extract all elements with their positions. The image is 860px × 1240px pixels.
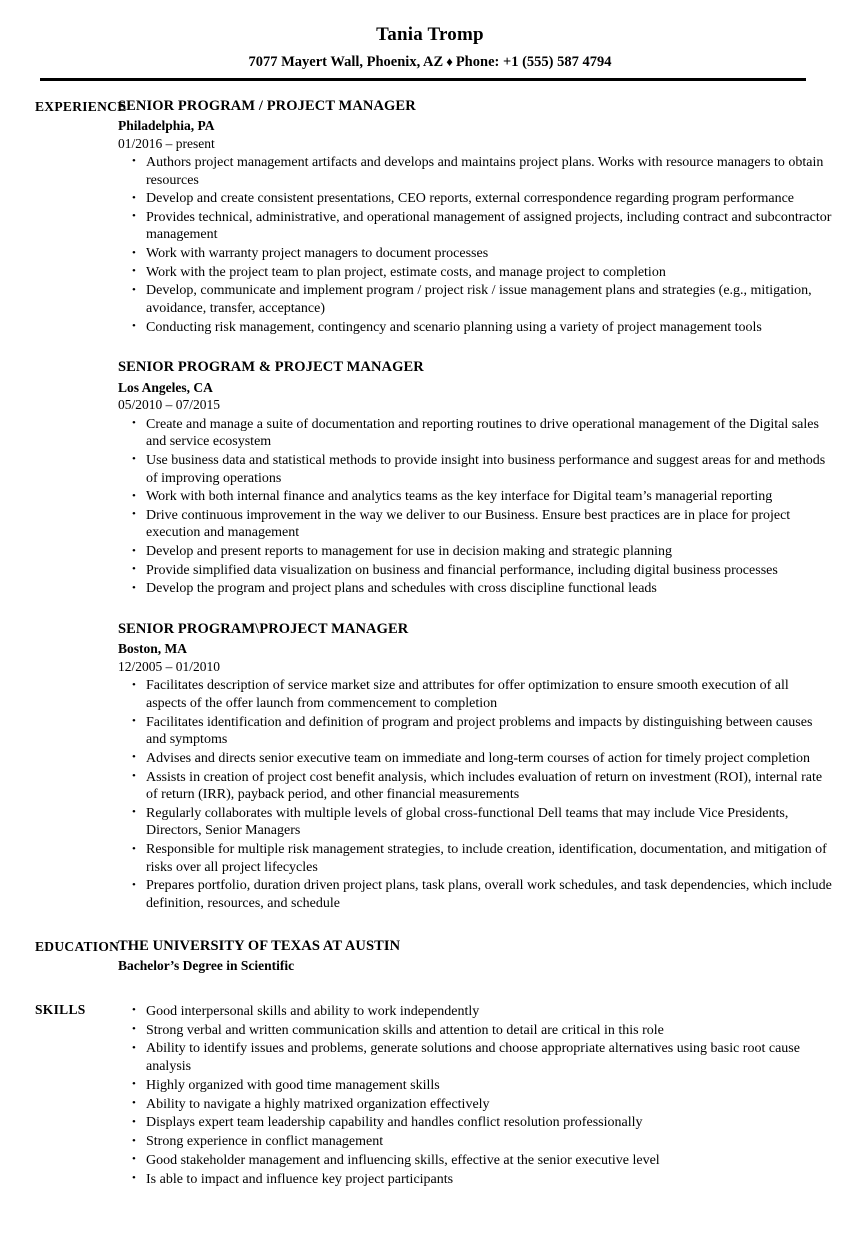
- resume-header: [0, 0, 860, 81]
- education-entries: [118, 938, 860, 975]
- job-bullet-list: [118, 677, 832, 912]
- section-label-skills: SKILLS: [35, 1001, 86, 1017]
- job-location: Philadelphia, PA: [118, 117, 215, 133]
- section-skills: [0, 1001, 860, 1189]
- job-bullet-list: [118, 416, 832, 598]
- job-bullet: • Prepares portfolio, duration driven project plans, task plans, overall work schedules, and task dependencies, which include definition, resources, and schedule: [118, 877, 832, 912]
- job-bullet: • Provides technical, administrative, and operational management of assigned projects, including contract and subcontractor management: [118, 209, 832, 244]
- job-bullet: • Develop the program and project plans and schedules with cross discipline functional leads: [118, 580, 832, 598]
- candidate-address: 7077 Mayert Wall, Phoenix, AZ: [248, 53, 444, 70]
- experience-entries: [118, 98, 860, 913]
- skill-bullet: • Displays expert team leadership capability and handles conflict resolution professionally: [118, 1114, 832, 1132]
- job-bullet: • Work with the project team to plan project, estimate costs, and manage project to completion: [118, 264, 832, 282]
- experience-job: [118, 621, 832, 913]
- job-location: Boston, MA: [118, 641, 188, 657]
- job-dates: 12/2005 – 01/2010: [118, 659, 221, 675]
- job-bullet: • Develop and create consistent presentations, CEO reports, external correspondence regarding program performance: [118, 190, 832, 208]
- job-location: Los Angeles, CA: [118, 379, 213, 395]
- section-education: [0, 938, 860, 975]
- candidate-phone: Phone: +1 (555) 587 4794: [455, 53, 612, 70]
- job-bullet: • Develop and present reports to management for use in decision making and strategic planning: [118, 543, 832, 561]
- resume-content: [0, 98, 860, 1189]
- job-bullet: • Provide simplified data visualization on business and financial performance, including digital business processes: [118, 562, 832, 580]
- skill-bullet: • Strong experience in conflict management: [118, 1133, 832, 1151]
- diamond-separator-icon: ♦: [446, 53, 453, 69]
- job-title: SENIOR PROGRAM / PROJECT MANAGER: [118, 97, 416, 114]
- job-dates: 01/2016 – present: [118, 135, 215, 151]
- job-dates: 05/2010 – 07/2015: [118, 397, 221, 413]
- skill-bullet: • Strong verbal and written communication skills and attention to detail are critical in this role: [118, 1022, 832, 1040]
- job-bullet: • Authors project management artifacts and develops and maintains project plans. Works with resource managers to obtain resources: [118, 154, 832, 189]
- section-label-education: EDUCATION: [35, 938, 120, 954]
- job-bullet: • Regularly collaborates with multiple levels of global cross-functional Dell teams that may include Vice Presidents, Directors, Senior Managers: [118, 805, 832, 840]
- skill-bullet: • Ability to identify issues and problems, generate solutions and choose appropriate alternatives using basic root cause analysis: [118, 1040, 832, 1076]
- job-bullet: • Conducting risk management, contingency and scenario planning using a variety of project management tools: [118, 319, 832, 337]
- skills-bullet-list: [118, 1003, 832, 1189]
- job-bullet: • Assists in creation of project cost benefit analysis, which includes evaluation of return on investment (ROI), internal rate of return (IRR), payback period, and other financial measurements: [118, 769, 832, 804]
- job-bullet: • Create and manage a suite of documentation and reporting routines to drive operational management of the Digital sales and service ecosystem: [118, 416, 832, 451]
- job-bullet: • Use business data and statistical methods to provide insight into business performance and suggest areas for and methods of improving operations: [118, 452, 832, 487]
- job-bullet: • Drive continuous improvement in the way we deliver to our Business. Ensure best practices are in place for project execution and management: [118, 507, 832, 542]
- job-bullet: • Facilitates description of service market size and attributes for offer optimization to ensure smooth execution of all aspects of the offer launch from commencement to completion: [118, 677, 832, 712]
- experience-job: [118, 98, 832, 337]
- job-bullet: • Responsible for multiple risk management strategies, to include creation, identification, documentation, and mitigation of risks over all project lifecycles: [118, 841, 832, 876]
- education-school: THE UNIVERSITY OF TEXAS AT AUSTIN: [118, 937, 401, 954]
- section-label-experience: EXPERIENCE: [35, 98, 127, 114]
- job-bullet-list: [118, 154, 832, 336]
- skill-bullet: • Good stakeholder management and influencing skills, effective at the senior executive level: [118, 1152, 832, 1170]
- job-bullet: • Facilitates identification and definition of program and project problems and impacts by distinguishing between causes and symptoms: [118, 714, 832, 749]
- skill-bullet: • Good interpersonal skills and ability to work independently: [118, 1003, 832, 1021]
- header-divider: [40, 78, 806, 81]
- job-bullet: • Work with both internal finance and analytics teams as the key interface for Digital team’s managerial reporting: [118, 488, 832, 506]
- education-degree: Bachelor’s Degree in Scientific: [118, 957, 295, 973]
- job-bullet: • Develop, communicate and implement program / project risk / issue management plans and strategies (e.g., mitigation, avoidance, transfer, acceptance): [118, 282, 832, 317]
- skill-bullet: • Is able to impact and influence key project participants: [118, 1171, 832, 1189]
- job-bullet: • Work with warranty project managers to document processes: [118, 245, 832, 263]
- job-title: SENIOR PROGRAM & PROJECT MANAGER: [118, 359, 424, 376]
- experience-job: [118, 359, 832, 598]
- section-experience: [0, 98, 860, 913]
- skill-bullet: • Highly organized with good time management skills: [118, 1077, 832, 1095]
- skill-bullet: • Ability to navigate a highly matrixed organization effectively: [118, 1096, 832, 1114]
- skills-entries: [118, 1001, 860, 1189]
- job-title: SENIOR PROGRAM\PROJECT MANAGER: [118, 620, 409, 637]
- candidate-name: Tania Tromp: [376, 24, 484, 45]
- candidate-contact-line: [0, 54, 860, 71]
- job-bullet: • Advises and directs senior executive team on immediate and long-term courses of action for timely project completion: [118, 750, 832, 768]
